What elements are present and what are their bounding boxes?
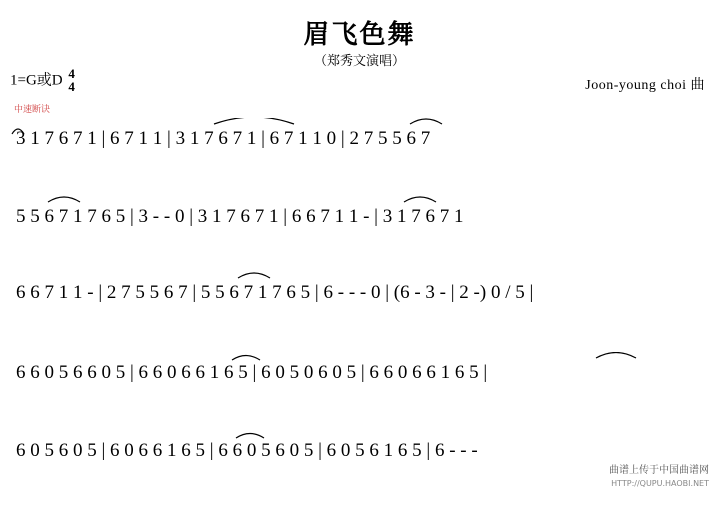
page-title: 眉飞色舞 xyxy=(303,20,416,50)
tempo-marking: 中速断诀 xyxy=(14,105,51,115)
music-line-1 xyxy=(0,118,719,178)
music-line-2-notes: 5 5 6 7 1 7 6 5 | 3 - - 0 | 3 1 7 6 7 1 | 6 6 7 1 1 - | 3 1 7 6 7 1 xyxy=(16,206,464,227)
footer-credit-text: 曲谱上传于中国曲谱网 xyxy=(609,464,709,476)
footer-url: HTTP://QUPU.HAOBI.NET xyxy=(611,478,709,488)
music-line-5-notes: 6 0 5 6 0 5 | 6 0 6 6 1 6 5 | 6 6 0 5 6 0 5 | 6 0 5 6 1 6 5 | 6 - - - xyxy=(16,440,478,461)
music-line-2 xyxy=(0,196,719,256)
footer-credit-block xyxy=(609,464,709,489)
time-signature-denominator: 4 xyxy=(68,79,75,94)
composer-credit: Joon-young choi 曲 xyxy=(585,78,705,93)
music-line-3-notes: 6 6 7 1 1 - | 2 7 5 5 6 7 | 5 5 6 7 1 7 6 5 | 6 - - - 0 | (6 - 3 - | 2 -) 0 / 5 | xyxy=(16,282,534,303)
time-signature-numerator: 4 xyxy=(68,66,75,81)
time-signature xyxy=(68,67,75,93)
music-line-4 xyxy=(0,352,719,412)
music-line-3 xyxy=(0,272,719,332)
key-signature-text: 1=G或D xyxy=(10,72,63,89)
music-line-1-notes: 3 1 7 6 7 1 | 6 7 1 1 | 3 1 7 6 7 1 | 6 7 1 1 0 | 2 7 5 5 6 7 xyxy=(16,128,431,149)
performer-subtitle: （郑秀文演唱） xyxy=(313,54,405,69)
music-line-4-notes: 6 6 0 5 6 6 0 5 | 6 6 0 6 6 1 6 5 | 6 0 5 0 6 0 5 | 6 6 0 6 6 1 6 5 | xyxy=(16,362,488,383)
key-signature xyxy=(10,68,75,94)
